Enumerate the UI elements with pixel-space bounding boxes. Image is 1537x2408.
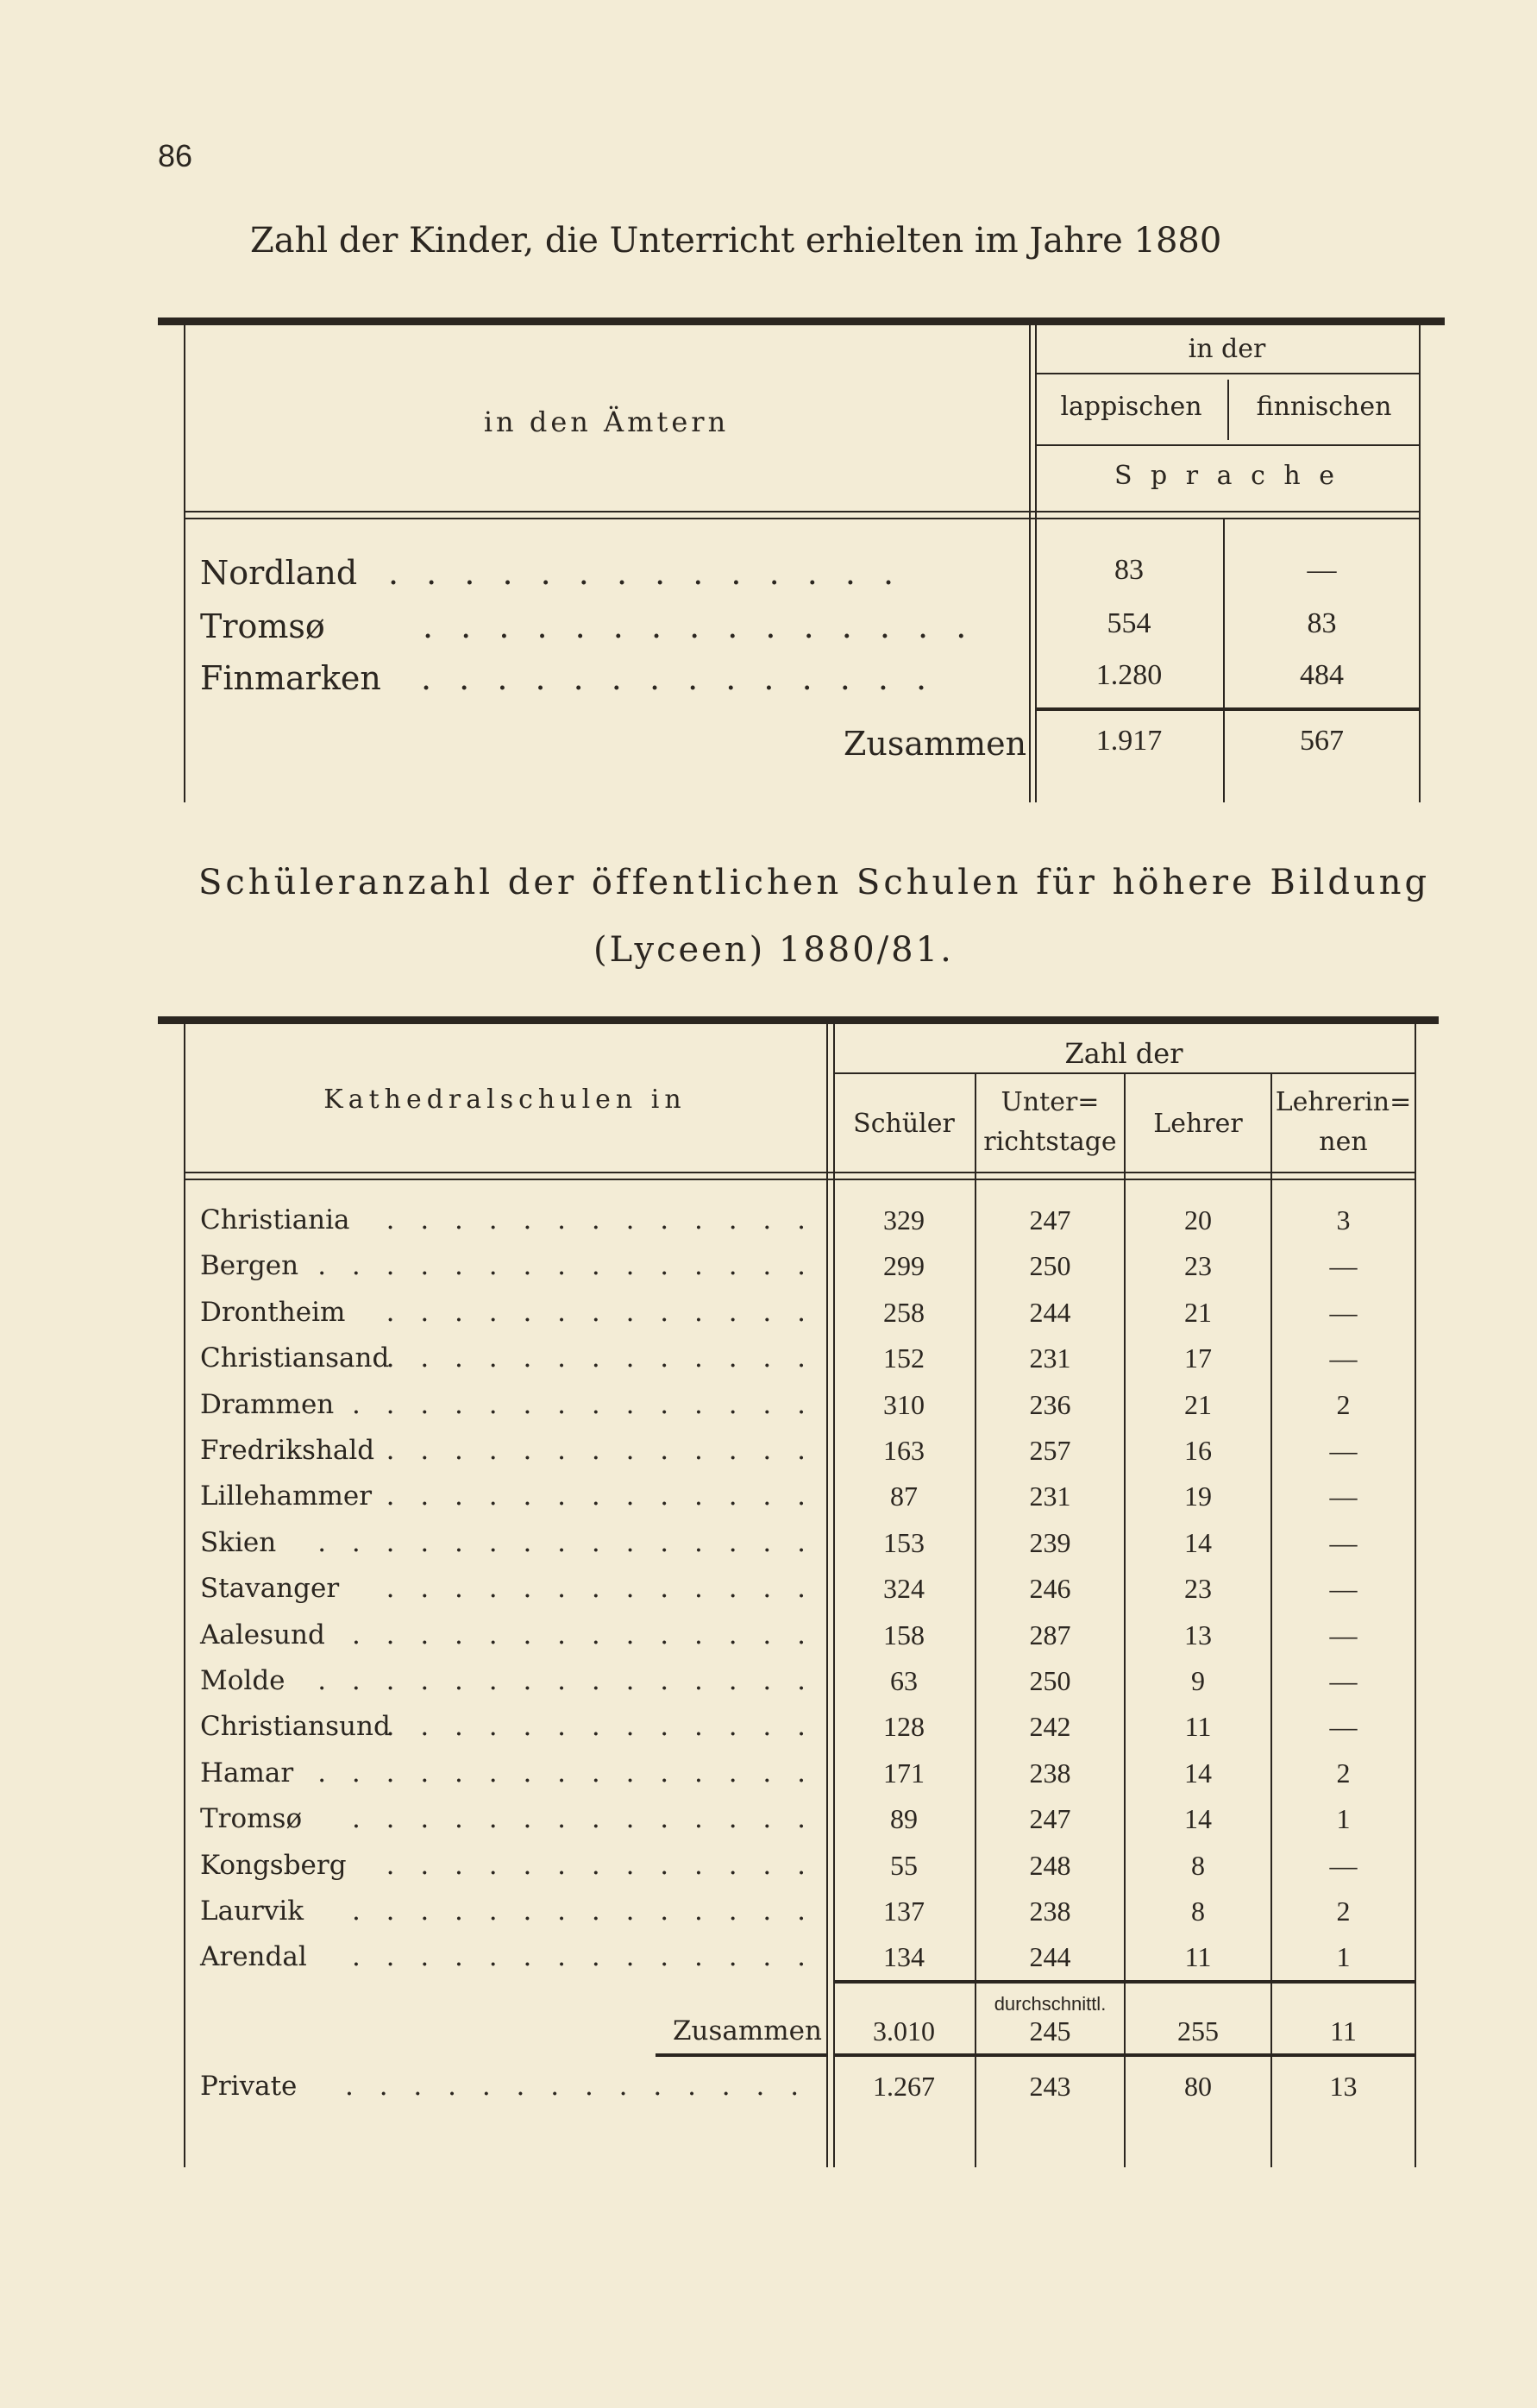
table1-header-lappisch: lappischen [1060, 392, 1202, 422]
cell-lappisch: 83 [1114, 554, 1144, 586]
row-name: Fredrikshald [200, 1435, 375, 1466]
row-name: Arendal [200, 1941, 307, 1972]
row-name: Nordland [200, 554, 358, 592]
cell-schueler: 163 [883, 1435, 925, 1466]
cell-lehrer: 16 [1184, 1435, 1212, 1466]
cell-schueler: 324 [883, 1573, 925, 1604]
cell-lehrer: 11 [1184, 1941, 1212, 1972]
cell-tage: 247 [1029, 1204, 1071, 1235]
table2-header-bottom-1 [184, 1172, 1415, 1173]
cell-lehrer: 14 [1184, 1803, 1212, 1834]
cell-lehrer: 11 [1184, 1711, 1212, 1742]
cell-schueler: 152 [883, 1342, 925, 1374]
table2-total-rule [833, 1980, 1415, 1984]
cell-schueler: 153 [883, 1527, 925, 1558]
cell-finnisch: 484 [1300, 659, 1344, 691]
leader-dots: . . . . . . . . . . . . . . . [317, 1665, 814, 1696]
row-name: Christiansund [200, 1711, 391, 1742]
total-label: Zusammen [844, 725, 1027, 763]
total-tage: 245 [1029, 2015, 1071, 2046]
leader-dots: . . . . . . . . . . . . . . [351, 1619, 814, 1650]
total-lehrer: 255 [1177, 2015, 1219, 2046]
cell-lehrer: 19 [1184, 1481, 1212, 1512]
leader-dots: . . . . . . . . . . . . . [386, 1297, 814, 1328]
cell-lehrer: 17 [1184, 1342, 1212, 1374]
private-lehrer: 80 [1184, 2071, 1212, 2102]
total-tage-note: durchschnittl. [994, 1993, 1107, 2015]
row-name: Lillehammer [200, 1481, 373, 1512]
cell-lehrerinnen: 2 [1336, 1389, 1351, 1420]
cell-schueler: 299 [883, 1250, 925, 1281]
cell-lehrer: 23 [1184, 1250, 1212, 1281]
table2-header-schueler: Schüler [853, 1109, 955, 1139]
table2-header-bottom-2 [184, 1179, 1415, 1180]
table2-divider-1 [826, 1024, 828, 2167]
table1-total-rule [1035, 707, 1419, 711]
cell-schueler: 128 [883, 1711, 925, 1742]
row-name: Kongsberg [200, 1850, 347, 1881]
private-lehrerinnen: 13 [1329, 2071, 1358, 2102]
cell-lehrerinnen: — [1329, 1342, 1358, 1374]
cell-lehrer: 8 [1191, 1850, 1205, 1881]
cell-lehrer: 8 [1191, 1896, 1205, 1927]
cell-lehrer: 9 [1191, 1665, 1205, 1696]
row-name: Laurvik [200, 1896, 304, 1927]
row-name: Drontheim [200, 1297, 346, 1328]
cell-lehrerinnen: 3 [1336, 1204, 1351, 1235]
cell-lehrerinnen: — [1329, 1573, 1358, 1604]
table2-left-border [184, 1024, 185, 2167]
leader-dots: . . . . . . . . . . . . . . . [317, 1250, 814, 1281]
leader-dots: . . . . . . . . . . . . . . [351, 1803, 814, 1834]
leader-dots: . . . . . . . . . . . . . . . [317, 1527, 814, 1558]
cell-lappisch: 554 [1107, 607, 1151, 639]
total-lehrerinnen: 11 [1330, 2015, 1357, 2046]
table1-title: Zahl der Kinder, die Unterricht erhielten im Jahre 1880 [250, 221, 1222, 261]
row-name: Aalesund [200, 1619, 325, 1650]
cell-tage: 246 [1029, 1573, 1071, 1604]
row-name: Tromsø [200, 607, 325, 645]
cell-lehrerinnen: 2 [1336, 1896, 1351, 1927]
cell-schueler: 329 [883, 1204, 925, 1235]
row-name: Tromsø [200, 1803, 303, 1834]
cell-lehrerinnen: 1 [1336, 1941, 1351, 1972]
cell-tage: 257 [1029, 1435, 1071, 1466]
leader-dots: . . . . . . . . . . . . . [386, 1481, 814, 1512]
cell-schueler: 310 [883, 1389, 925, 1420]
cell-schueler: 55 [890, 1850, 918, 1881]
page-number: 86 [158, 138, 193, 173]
table1-header-line-1 [1035, 373, 1419, 374]
leader-dots: . . . . . . . . . . . . . . [345, 2071, 808, 2102]
row-name: Drammen [200, 1389, 335, 1420]
leader-dots: . . . . . . . . . . . . . . [351, 1389, 814, 1420]
table2-header-left: Kathedralschulen in [323, 1085, 687, 1115]
table1-top-rule [158, 318, 1445, 325]
leader-dots: . . . . . . . . . . . . . . [388, 554, 903, 592]
cell-lehrerinnen: — [1329, 1665, 1358, 1696]
private-tage: 243 [1029, 2071, 1071, 2102]
cell-schueler: 63 [890, 1665, 918, 1696]
cell-schueler: 87 [890, 1481, 918, 1512]
row-name: Christiania [200, 1204, 350, 1235]
cell-lehrer: 20 [1184, 1204, 1212, 1235]
table2-header-lehrerinnen-2: nen [1319, 1127, 1368, 1157]
table1-divider-1 [1029, 325, 1031, 802]
total-schueler: 3.010 [873, 2015, 935, 2046]
row-name: Stavanger [200, 1573, 340, 1604]
cell-tage: 236 [1029, 1389, 1071, 1420]
cell-tage: 248 [1029, 1850, 1071, 1881]
cell-lehrer: 14 [1184, 1527, 1212, 1558]
cell-tage: 238 [1029, 1896, 1071, 1927]
leader-dots: . . . . . . . . . . . . . [386, 1204, 814, 1235]
cell-lehrerinnen: — [1329, 1481, 1358, 1512]
leader-dots: . . . . . . . . . . . . . . . [423, 607, 976, 645]
row-name: Finmarken [200, 659, 381, 697]
cell-schueler: 258 [883, 1297, 925, 1328]
leader-dots: . . . . . . . . . . . . . [386, 1850, 814, 1881]
table1-left-border [184, 325, 185, 802]
table1-header-finnisch: finnischen [1256, 392, 1392, 422]
total-lappisch: 1.917 [1095, 725, 1163, 757]
cell-lehrer: 21 [1184, 1297, 1212, 1328]
total-label: Zusammen [673, 2015, 822, 2046]
cell-lehrerinnen: — [1329, 1527, 1358, 1558]
leader-dots: . . . . . . . . . . . . . [386, 1435, 814, 1466]
table1-right-border [1419, 325, 1421, 802]
cell-lehrerinnen: — [1329, 1850, 1358, 1881]
cell-tage: 239 [1029, 1527, 1071, 1558]
table1-header-sprache: S p r a c h e [1114, 461, 1340, 491]
table1-header-bottom-1 [184, 511, 1419, 512]
cell-lehrer: 14 [1184, 1757, 1212, 1789]
table1-header-top: in der [1188, 334, 1266, 364]
cell-lehrerinnen: — [1329, 1297, 1358, 1328]
cell-tage: 231 [1029, 1481, 1071, 1512]
leader-dots: . . . . . . . . . . . . . [386, 1573, 814, 1604]
private-schueler: 1.267 [873, 2071, 935, 2102]
cell-tage: 287 [1029, 1619, 1071, 1650]
cell-tage: 238 [1029, 1757, 1071, 1789]
table2-header-line [833, 1072, 1415, 1074]
cell-finnisch: — [1307, 554, 1337, 586]
cell-lehrerinnen: — [1329, 1619, 1358, 1650]
cell-tage: 231 [1029, 1342, 1071, 1374]
cell-tage: 244 [1029, 1941, 1071, 1972]
row-name: Skien [200, 1527, 277, 1558]
table1-header-left: in den Ämtern [483, 406, 730, 438]
row-name: Christiansand [200, 1342, 390, 1374]
cell-schueler: 158 [883, 1619, 925, 1650]
cell-lappisch: 1.280 [1095, 659, 1163, 691]
table2-header-top: Zahl der [1064, 1037, 1183, 1070]
row-name: Molde [200, 1665, 285, 1696]
cell-schueler: 171 [883, 1757, 925, 1789]
table2-header-lehrer: Lehrer [1153, 1109, 1243, 1139]
leader-dots: . . . . . . . . . . . . . [386, 1711, 814, 1742]
table2-total-bottom-rule [833, 2053, 1415, 2057]
table2-right-border [1415, 1024, 1416, 2167]
table2-header-tage-2: richtstage [983, 1127, 1117, 1157]
table2-top-rule [158, 1016, 1439, 1024]
total-finnisch: 567 [1300, 725, 1344, 757]
table2-total-label-rule [656, 2053, 826, 2057]
leader-dots: . . . . . . . . . . . . . . [351, 1941, 814, 1972]
leader-dots: . . . . . . . . . . . . . . . [317, 1757, 814, 1789]
cell-tage: 247 [1029, 1803, 1071, 1834]
cell-tage: 244 [1029, 1297, 1071, 1328]
cell-lehrer: 21 [1184, 1389, 1212, 1420]
table1-header-bottom-2 [184, 518, 1419, 519]
cell-lehrer: 13 [1184, 1619, 1212, 1650]
cell-schueler: 134 [883, 1941, 925, 1972]
row-name: Private [200, 2071, 298, 2102]
table2-title-line1: Schüleranzahl der öffentlichen Schulen für höhere Bildung [198, 863, 1431, 902]
cell-lehrerinnen: 2 [1336, 1757, 1351, 1789]
cell-lehrerinnen: 1 [1336, 1803, 1351, 1834]
leader-dots: . . . . . . . . . . . . . . [351, 1896, 814, 1927]
leader-dots: . . . . . . . . . . . . . . [421, 659, 936, 697]
cell-tage: 242 [1029, 1711, 1071, 1742]
cell-tage: 250 [1029, 1250, 1071, 1281]
cell-schueler: 137 [883, 1896, 925, 1927]
table2-header-tage-1: Unter= [1001, 1087, 1100, 1117]
cell-finnisch: 83 [1307, 607, 1337, 639]
table2-title-line2: (Lyceen) 1880/81. [593, 930, 954, 970]
cell-schueler: 89 [890, 1803, 918, 1834]
cell-lehrerinnen: — [1329, 1250, 1358, 1281]
table1-header-line-2 [1035, 444, 1419, 446]
cell-lehrer: 23 [1184, 1573, 1212, 1604]
cell-lehrerinnen: — [1329, 1711, 1358, 1742]
row-name: Bergen [200, 1250, 299, 1281]
row-name: Hamar [200, 1757, 294, 1789]
cell-tage: 250 [1029, 1665, 1071, 1696]
cell-lehrerinnen: — [1329, 1435, 1358, 1466]
table2-header-lehrerinnen-1: Lehrerin= [1275, 1087, 1412, 1117]
leader-dots: . . . . . . . . . . . . . [386, 1342, 814, 1374]
